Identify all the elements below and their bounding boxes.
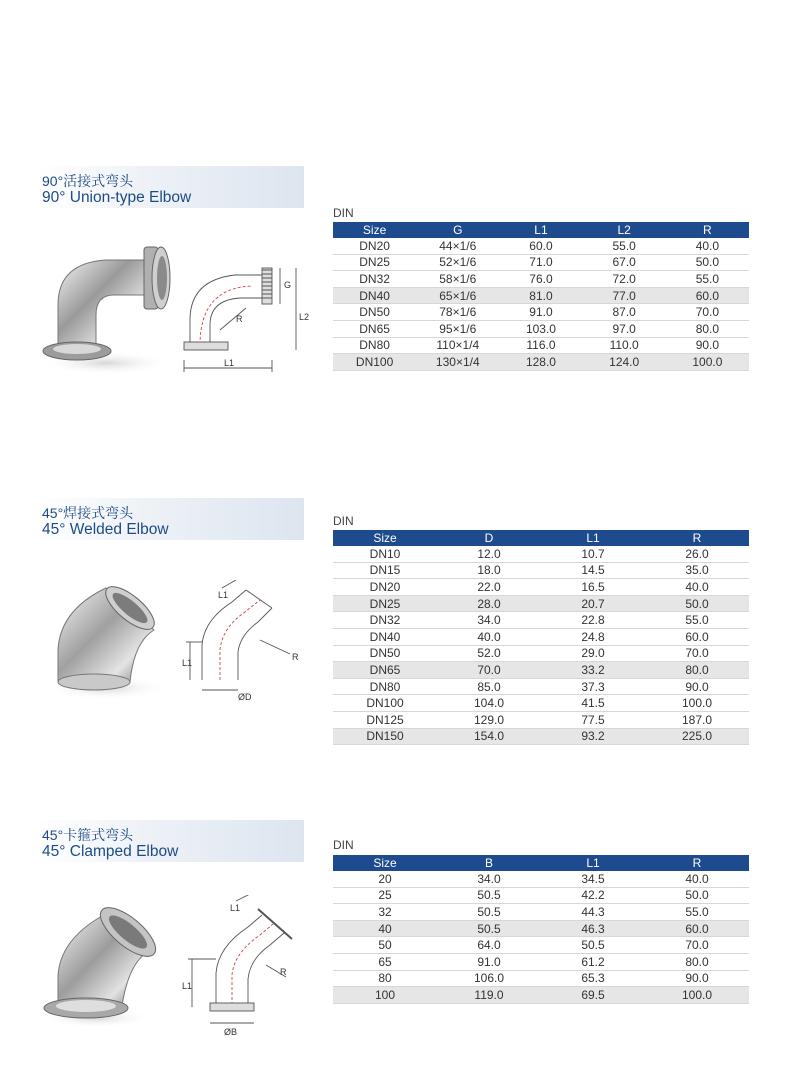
col-header: L1 [541, 530, 645, 546]
table-cell: DN100 [333, 695, 437, 712]
table-row [333, 662, 749, 679]
drawing-label-l1-top: L1 [230, 903, 241, 913]
table-cell: 93.2 [541, 728, 645, 745]
table-header-row [333, 855, 749, 871]
title-cn: 45°焊接式弯头 [42, 505, 134, 521]
table-cell: 72.0 [583, 271, 666, 288]
table-cell: DN32 [333, 271, 416, 288]
drawing-label-l2: L2 [299, 312, 310, 322]
table-cell: DN15 [333, 562, 437, 579]
table-cell: 34.0 [437, 612, 541, 629]
table-cell: 44×1/6 [416, 238, 499, 254]
table-cell: DN10 [333, 546, 437, 562]
table-cell: 22.0 [437, 579, 541, 596]
table-cell: 40.0 [645, 871, 749, 887]
col-header: B [437, 855, 541, 871]
table-cell: 46.3 [541, 920, 645, 937]
table-cell: DN80 [333, 678, 437, 695]
table-cell: 35.0 [645, 562, 749, 579]
table-cell: 65 [333, 953, 437, 970]
col-header: Size [333, 530, 437, 546]
table-cell: 187.0 [645, 711, 749, 728]
spec-table-clamped-elbow [333, 855, 749, 1004]
title-en: 90° Union-type Elbow [42, 189, 192, 206]
table-row [333, 678, 749, 695]
section-title-union-elbow [36, 166, 304, 208]
table-cell: 60.0 [645, 628, 749, 645]
table-cell: DN50 [333, 645, 437, 662]
table-cell: 70.0 [666, 304, 749, 321]
table-row [333, 562, 749, 579]
table-cell: 130×1/4 [416, 354, 499, 371]
table-cell: 60.0 [645, 920, 749, 937]
table-cell: DN40 [333, 287, 416, 304]
table-cell: 18.0 [437, 562, 541, 579]
table-row [333, 695, 749, 712]
table-row [333, 595, 749, 612]
table-row [333, 546, 749, 562]
table-header-row [333, 530, 749, 546]
table-cell: 80.0 [645, 662, 749, 679]
table-cell: DN65 [333, 320, 416, 337]
col-header: D [437, 530, 541, 546]
table-cell: 20 [333, 871, 437, 887]
table-cell: 80.0 [666, 320, 749, 337]
table-cell: 12.0 [437, 546, 541, 562]
table-cell: 55.0 [645, 904, 749, 921]
table-cell: 50.5 [541, 937, 645, 954]
table-cell: 32 [333, 904, 437, 921]
table-row [333, 645, 749, 662]
table-cell: DN20 [333, 579, 437, 596]
table-cell: 25 [333, 887, 437, 904]
table-cell: 91.0 [437, 953, 541, 970]
table-row [333, 612, 749, 629]
table-cell: 55.0 [666, 271, 749, 288]
table-cell: 40.0 [666, 238, 749, 254]
drawing-label-ob: ØB [224, 1027, 238, 1037]
table-cell: 40 [333, 920, 437, 937]
table-cell: 77.0 [583, 287, 666, 304]
table-cell: 76.0 [499, 271, 582, 288]
table-cell: 64.0 [437, 937, 541, 954]
table-cell: DN20 [333, 238, 416, 254]
table-row [333, 970, 749, 987]
table-cell: DN50 [333, 304, 416, 321]
drawing-label-g: G [284, 280, 292, 290]
table-cell: DN150 [333, 728, 437, 745]
welded-elbow-drawing [180, 580, 310, 705]
table-cell: 100.0 [666, 354, 749, 371]
table-cell: DN40 [333, 628, 437, 645]
table-cell: 100.0 [645, 987, 749, 1004]
table-row [333, 304, 749, 321]
table-cell: 71.0 [499, 254, 582, 271]
table-cell: 90.0 [645, 678, 749, 695]
table-cell: 50.5 [437, 887, 541, 904]
table-cell: 103.0 [499, 320, 582, 337]
table-cell: 60.0 [666, 287, 749, 304]
table-cell: 34.5 [541, 871, 645, 887]
table-cell: 34.0 [437, 871, 541, 887]
drawing-label-l1: L1 [224, 358, 235, 368]
table-row [333, 920, 749, 937]
section-title-clamped-elbow [36, 820, 304, 862]
table-row [333, 871, 749, 887]
col-header: R [645, 530, 749, 546]
spec-table-union-elbow [333, 222, 749, 371]
drawing-label-l1-side: L1 [182, 658, 193, 668]
table-cell: 44.3 [541, 904, 645, 921]
table-cell: 97.0 [583, 320, 666, 337]
table-cell: 95×1/6 [416, 320, 499, 337]
col-header: L2 [583, 222, 666, 238]
title-cn: 90°活接式弯头 [42, 173, 134, 189]
table-cell: 85.0 [437, 678, 541, 695]
table-cell: 67.0 [583, 254, 666, 271]
table-cell: 41.5 [541, 695, 645, 712]
table-header-row [333, 222, 749, 238]
table-cell: 129.0 [437, 711, 541, 728]
col-header: L1 [499, 222, 582, 238]
standard-label-din: DIN [333, 206, 354, 220]
table-cell: 50 [333, 937, 437, 954]
table-cell: 20.7 [541, 595, 645, 612]
table-row [333, 953, 749, 970]
table-cell: 90.0 [666, 337, 749, 354]
drawing-label-r: R [280, 967, 287, 977]
table-cell: 55.0 [583, 238, 666, 254]
table-cell: 78×1/6 [416, 304, 499, 321]
table-cell: 29.0 [541, 645, 645, 662]
table-cell: 50.5 [437, 920, 541, 937]
table-cell: 55.0 [645, 612, 749, 629]
table-cell: 42.2 [541, 887, 645, 904]
clamped-elbow-drawing [180, 895, 310, 1040]
standard-label-din: DIN [333, 838, 354, 852]
table-row [333, 628, 749, 645]
table-cell: 16.5 [541, 579, 645, 596]
table-row [333, 728, 749, 745]
table-cell: 80.0 [645, 953, 749, 970]
col-header: Size [333, 855, 437, 871]
table-cell: 65×1/6 [416, 287, 499, 304]
table-cell: 124.0 [583, 354, 666, 371]
table-cell: 77.5 [541, 711, 645, 728]
union-elbow-photo [36, 235, 186, 380]
table-row [333, 987, 749, 1004]
table-cell: 52.0 [437, 645, 541, 662]
table-cell: 40.0 [437, 628, 541, 645]
drawing-label-l1-side: L1 [182, 981, 193, 991]
table-cell: 128.0 [499, 354, 582, 371]
table-cell: 104.0 [437, 695, 541, 712]
table-cell: 110.0 [583, 337, 666, 354]
table-cell: 80 [333, 970, 437, 987]
table-row [333, 887, 749, 904]
table-cell: 10.7 [541, 546, 645, 562]
table-cell: 106.0 [437, 970, 541, 987]
table-row [333, 271, 749, 288]
table-row [333, 711, 749, 728]
title-en: 45° Clamped Elbow [42, 843, 179, 860]
table-cell: 50.0 [645, 595, 749, 612]
section-title-welded-elbow [36, 498, 304, 540]
table-row [333, 320, 749, 337]
clamped-elbow-photo [36, 898, 176, 1033]
table-cell: 81.0 [499, 287, 582, 304]
table-cell: 40.0 [645, 579, 749, 596]
welded-elbow-photo [36, 580, 176, 705]
table-cell: 61.2 [541, 953, 645, 970]
table-row [333, 354, 749, 371]
table-cell: 110×1/4 [416, 337, 499, 354]
table-cell: 22.8 [541, 612, 645, 629]
table-cell: 60.0 [499, 238, 582, 254]
table-cell: 50.0 [666, 254, 749, 271]
table-row [333, 937, 749, 954]
table-cell: 50.0 [645, 887, 749, 904]
spec-table-welded-elbow [333, 530, 749, 745]
col-header: R [666, 222, 749, 238]
table-cell: 154.0 [437, 728, 541, 745]
table-cell: 100 [333, 987, 437, 1004]
table-cell: 65.3 [541, 970, 645, 987]
union-elbow-drawing [180, 260, 310, 378]
table-cell: 116.0 [499, 337, 582, 354]
table-cell: 91.0 [499, 304, 582, 321]
table-cell: 90.0 [645, 970, 749, 987]
title-en: 45° Welded Elbow [42, 521, 169, 538]
standard-label-din: DIN [333, 514, 354, 528]
table-row [333, 254, 749, 271]
drawing-label-l1-top: L1 [218, 590, 229, 600]
table-cell: 70.0 [437, 662, 541, 679]
table-cell: 225.0 [645, 728, 749, 745]
table-cell: 119.0 [437, 987, 541, 1004]
table-cell: DN100 [333, 354, 416, 371]
table-cell: DN25 [333, 254, 416, 271]
table-cell: 100.0 [645, 695, 749, 712]
table-cell: DN25 [333, 595, 437, 612]
table-cell: 70.0 [645, 645, 749, 662]
table-cell: 69.5 [541, 987, 645, 1004]
table-row [333, 238, 749, 254]
table-cell: 52×1/6 [416, 254, 499, 271]
table-cell: 26.0 [645, 546, 749, 562]
table-cell: 37.3 [541, 678, 645, 695]
col-header: Size [333, 222, 416, 238]
table-cell: 50.5 [437, 904, 541, 921]
drawing-label-od: ØD [238, 692, 252, 702]
table-cell: 70.0 [645, 937, 749, 954]
table-cell: 24.8 [541, 628, 645, 645]
table-cell: DN80 [333, 337, 416, 354]
table-cell: DN125 [333, 711, 437, 728]
table-cell: DN65 [333, 662, 437, 679]
table-row [333, 337, 749, 354]
col-header: R [645, 855, 749, 871]
table-cell: 33.2 [541, 662, 645, 679]
table-cell: 58×1/6 [416, 271, 499, 288]
table-cell: 28.0 [437, 595, 541, 612]
table-cell: 87.0 [583, 304, 666, 321]
col-header: L1 [541, 855, 645, 871]
table-cell: 14.5 [541, 562, 645, 579]
table-row [333, 287, 749, 304]
col-header: G [416, 222, 499, 238]
drawing-label-r: R [292, 652, 299, 662]
table-row [333, 579, 749, 596]
title-cn: 45°卡箍式弯头 [42, 827, 134, 843]
table-row [333, 904, 749, 921]
drawing-label-r: R [236, 314, 243, 324]
table-cell: DN32 [333, 612, 437, 629]
